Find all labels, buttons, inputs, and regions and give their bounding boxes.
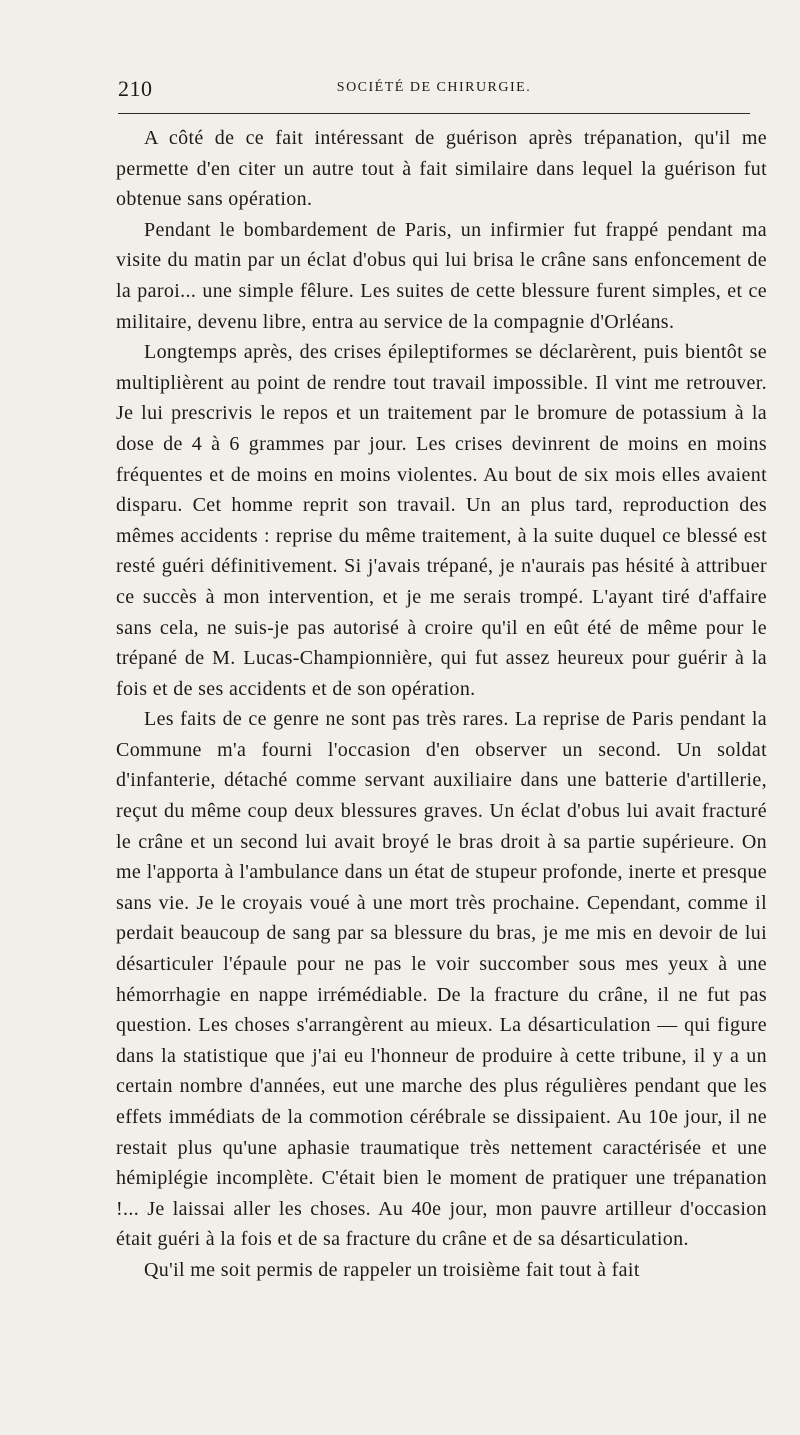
paragraph: Qu'il me soit permis de rappeler un troisième fait tout à fait	[144, 1258, 640, 1281]
paragraph: A côté de ce fait intéressant de guérison après trépanation, qu'il me permette d'en citer un autre tout à fait similaire dans lequel la guérison fut obtenue sans opération.	[116, 127, 767, 211]
body-text	[116, 123, 767, 1286]
page-header	[118, 76, 750, 102]
running-head: SOCIÉTÉ DE CHIRURGIE.	[336, 80, 532, 95]
paragraph: Pendant le bombardement de Paris, un infirmier fut frappé pendant ma visite du matin par un éclat d'obus qui lui brisa le crâne sans enfoncement de la paroi... une simple fêlure. Les suites de cette blessure furent simples, et ce militaire, devenu libre, entra au service de la compagnie d'Orléans.	[116, 218, 767, 333]
paragraph: Longtemps après, des crises épileptiformes se déclarèrent, puis bientôt se multiplièrent au point de rendre tout travail impossible. Il vint me retrouver. Je lui prescrivis le repos et un traitement par le bromure de potassium à la dose de 4 à 6 grammes par jour. Les crises devinrent de moins en moins fréquentes et de moins en moins violentes. Au bout de six mois elles avaient disparu. Cet homme reprit son travail. Un an plus tard, reproduction des mêmes accidents : reprise du même traitement, à la suite duquel ce blessé est resté guéri définitivement. Si j'avais trépané, je n'aurais pas hésité à attribuer ce succès à mon intervention, et je me serais trompé. L'ayant tiré d'affaire sans cela, ne suis-je pas autorisé à croire qu'il en eût été de même pour le trépané de M. Lucas-Championnière, qui fut assez heureux pour guérir à la fois et de ses accidents et de son opération.	[116, 341, 767, 700]
header-rule	[118, 113, 750, 114]
page-number: 210	[118, 76, 153, 101]
paragraph: Les faits de ce genre ne sont pas très rares. La reprise de Paris pendant la Commune m'a fourni l'occasion d'en observer un second. Un soldat d'infanterie, détaché comme servant auxiliaire dans une batterie d'artillerie, reçut du même coup deux blessures graves. Un éclat d'obus lui avait fracturé le crâne et un second lui avait broyé le bras droit à sa partie supérieure. On me l'apporta à l'ambulance dans un état de stupeur profonde, inerte et presque sans vie. Je le croyais voué à une mort très prochaine. Cependant, comme il perdait beaucoup de sang par sa blessure du bras, je me mis en devoir de lui désarticuler l'épaule pour ne pas le voir succomber sous mes yeux à une hémorrhagie en nappe irrémédiable. De la fracture du crâne, il ne fut pas question. Les choses s'arrangèrent au mieux. La désarticulation — qui figure dans la statistique que j'ai eu l'honneur de produire à cette tribune, il y a un certain nombre d'années, eut une marche des plus régulières pendant que les effets immédiats de la commotion cérébrale se dissipaient. Au 10e jour, il ne restait plus qu'une aphasie traumatique très nettement caractérisée et une hémiplégie incomplète. C'était bien le moment de pratiquer une trépanation !... Je laissai aller les choses. Au 40e jour, mon pauvre artilleur d'occasion était guéri à la fois et de sa fracture du crâne et de sa désarticulation.	[116, 708, 767, 1251]
